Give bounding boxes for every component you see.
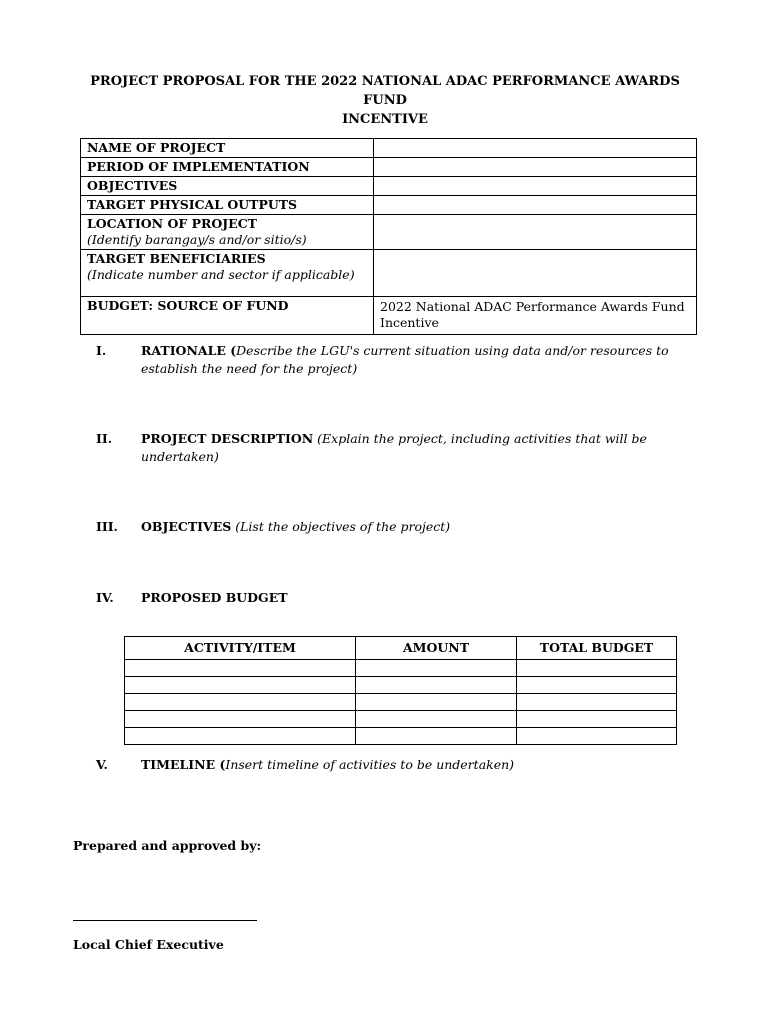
document-title bbox=[80, 72, 690, 129]
section-rationale bbox=[96, 342, 676, 378]
table-header-row bbox=[125, 637, 677, 660]
budget-source-value: 2022 National ADAC Performance Awards Fund Incentive bbox=[374, 297, 697, 335]
period-label: PERIOD OF IMPLEMENTATION bbox=[81, 158, 374, 177]
table-row bbox=[81, 158, 697, 177]
section-heading: OBJECTIVES bbox=[141, 519, 232, 534]
location-label bbox=[81, 215, 374, 250]
section-number: IV. bbox=[96, 590, 114, 605]
section-note: (Explain the project, including activities that will be undertaken) bbox=[141, 431, 647, 464]
table-row bbox=[81, 215, 697, 250]
table-cell[interactable] bbox=[125, 660, 356, 677]
section-note: Describe the LGU's current situation using data and/or resources to establish the need for the project) bbox=[141, 343, 669, 376]
section-heading: TIMELINE ( bbox=[141, 757, 226, 772]
table-cell[interactable] bbox=[517, 694, 677, 711]
table-row bbox=[125, 677, 677, 694]
table-cell[interactable] bbox=[125, 711, 356, 728]
table-cell[interactable] bbox=[356, 711, 517, 728]
table-cell[interactable] bbox=[356, 694, 517, 711]
total-budget-header: TOTAL BUDGET bbox=[517, 637, 677, 660]
section-heading: PROPOSED BUDGET bbox=[141, 590, 288, 605]
period-value[interactable] bbox=[374, 158, 697, 177]
location-heading: LOCATION OF PROJECT bbox=[87, 216, 257, 231]
beneficiaries-note: (Indicate number and sector if applicable) bbox=[87, 267, 355, 282]
section-number: III. bbox=[96, 519, 118, 534]
table-row bbox=[81, 196, 697, 215]
table-row bbox=[81, 250, 697, 297]
table-row bbox=[81, 177, 697, 196]
signature-line[interactable] bbox=[73, 920, 257, 921]
title-line-1: PROJECT PROPOSAL FOR THE 2022 NATIONAL ADAC PERFORMANCE AWARDS FUND bbox=[90, 74, 680, 108]
outputs-label: TARGET PHYSICAL OUTPUTS bbox=[81, 196, 374, 215]
table-cell[interactable] bbox=[517, 677, 677, 694]
section-timeline bbox=[96, 756, 676, 774]
table-row bbox=[125, 694, 677, 711]
table-cell[interactable] bbox=[356, 728, 517, 745]
table-cell[interactable] bbox=[517, 660, 677, 677]
section-number: I. bbox=[96, 343, 107, 358]
name-of-project-value[interactable] bbox=[374, 139, 697, 158]
beneficiaries-heading: TARGET BENEFICIARIES bbox=[87, 251, 266, 266]
section-objectives bbox=[96, 518, 676, 536]
location-value[interactable] bbox=[374, 215, 697, 250]
table-row bbox=[81, 297, 697, 335]
table-row bbox=[125, 711, 677, 728]
project-info-table bbox=[80, 138, 697, 335]
table-cell[interactable] bbox=[517, 711, 677, 728]
title-line-2: INCENTIVE bbox=[342, 112, 428, 127]
table-cell[interactable] bbox=[125, 677, 356, 694]
beneficiaries-label bbox=[81, 250, 374, 297]
section-heading: RATIONALE ( bbox=[141, 343, 237, 358]
section-number: V. bbox=[96, 757, 108, 772]
prepared-by-label: Prepared and approved by: bbox=[73, 838, 262, 853]
table-cell[interactable] bbox=[356, 677, 517, 694]
table-cell[interactable] bbox=[125, 694, 356, 711]
section-note: (List the objectives of the project) bbox=[235, 519, 451, 534]
table-row bbox=[125, 728, 677, 745]
objectives-value[interactable] bbox=[374, 177, 697, 196]
outputs-value[interactable] bbox=[374, 196, 697, 215]
amount-header: AMOUNT bbox=[356, 637, 517, 660]
section-heading: PROJECT DESCRIPTION bbox=[141, 431, 314, 446]
beneficiaries-value[interactable] bbox=[374, 250, 697, 297]
activity-item-header: ACTIVITY/ITEM bbox=[125, 637, 356, 660]
table-row bbox=[81, 139, 697, 158]
budget-source-label: BUDGET: SOURCE OF FUND bbox=[81, 297, 374, 335]
section-number: II. bbox=[96, 431, 113, 446]
table-cell[interactable] bbox=[517, 728, 677, 745]
budget-table bbox=[124, 636, 677, 745]
section-note: Insert timeline of activities to be undertaken) bbox=[225, 757, 515, 772]
table-cell[interactable] bbox=[356, 660, 517, 677]
objectives-label: OBJECTIVES bbox=[81, 177, 374, 196]
table-cell[interactable] bbox=[125, 728, 356, 745]
location-note: (Identify barangay/s and/or sitio/s) bbox=[87, 232, 307, 247]
signatory-title: Local Chief Executive bbox=[73, 937, 224, 952]
table-row bbox=[125, 660, 677, 677]
section-project-description bbox=[96, 430, 676, 466]
name-of-project-label: NAME OF PROJECT bbox=[81, 139, 374, 158]
section-proposed-budget bbox=[96, 589, 676, 607]
